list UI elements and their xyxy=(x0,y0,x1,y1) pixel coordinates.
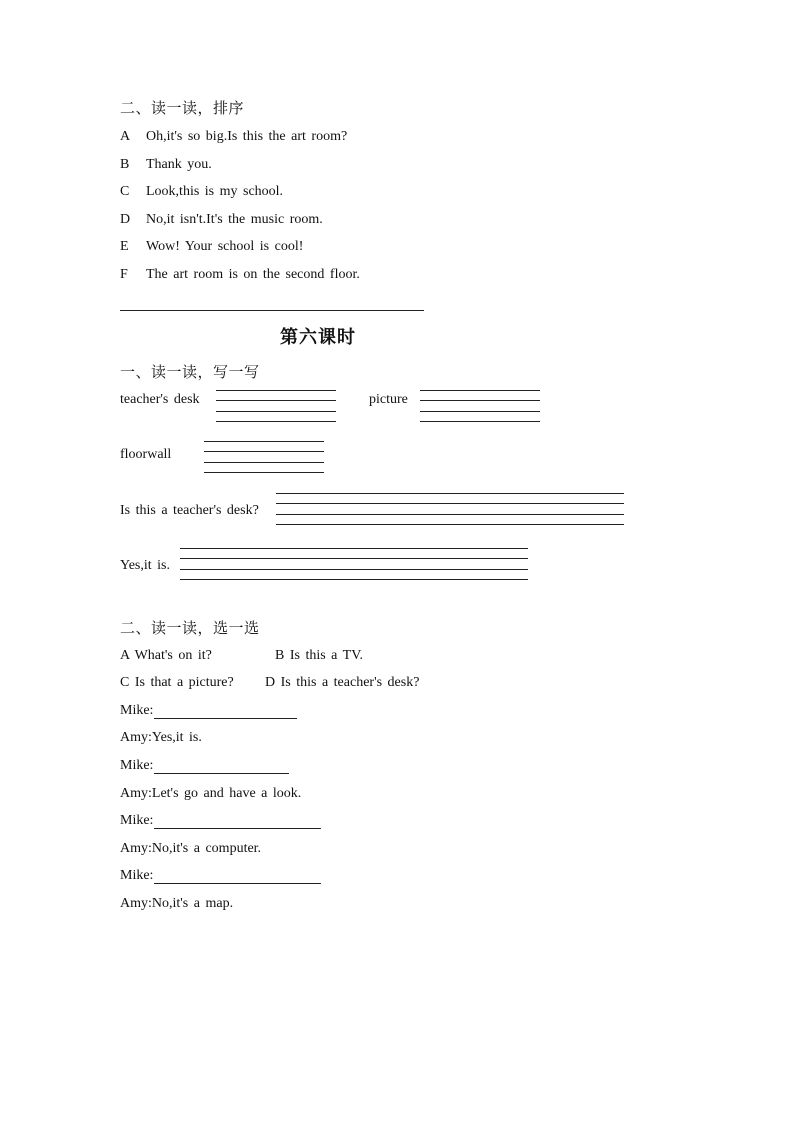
sort-option-letter: A xyxy=(120,129,131,144)
sort-option-letter: B xyxy=(120,157,130,172)
section-sort-heading: 二、读一读，排序 xyxy=(120,99,245,117)
section-choose-heading: 二、读一读，选一选 xyxy=(120,619,260,637)
sort-option-text: Wow! Your school is cool! xyxy=(146,239,304,254)
dialogue-line-5 xyxy=(120,813,321,829)
sort-option-letter: F xyxy=(120,267,128,282)
write-sentence-question: Is this a teacher's desk? xyxy=(120,503,259,518)
answer-blank[interactable] xyxy=(154,759,289,774)
choice-c: C Is that a picture? xyxy=(120,675,234,690)
choice-d: D Is this a teacher's desk? xyxy=(265,675,420,690)
write-lines-question[interactable] xyxy=(276,493,624,527)
write-lines-picture[interactable] xyxy=(420,390,540,424)
sort-option-text: Oh,it's so big.Is this the art room? xyxy=(146,129,348,144)
lesson-title: 第六课时 xyxy=(280,327,356,348)
sort-option-letter: C xyxy=(120,184,130,199)
speaker-label: Mike: xyxy=(120,813,154,828)
sort-option-letter: D xyxy=(120,212,131,227)
answer-blank[interactable] xyxy=(154,869,321,884)
sort-option-a xyxy=(120,129,347,145)
write-sentence-answer: Yes,it is. xyxy=(120,558,170,573)
section-write-heading: 一、读一读，写一写 xyxy=(120,363,260,381)
dialogue-line-8 xyxy=(120,896,233,912)
dialogue-line-2 xyxy=(120,730,202,746)
dialogue-line-4 xyxy=(120,786,301,802)
speaker-label: Amy: xyxy=(120,730,152,745)
speaker-label: Amy: xyxy=(120,786,152,801)
dialogue-line-3 xyxy=(120,758,289,774)
speaker-label: Mike: xyxy=(120,868,154,883)
dialogue-line-7 xyxy=(120,868,321,884)
sort-option-text: Look,this is my school. xyxy=(146,184,284,199)
speaker-label: Mike: xyxy=(120,703,154,718)
dialogue-text: No,it's a computer. xyxy=(151,841,262,856)
dialogue-text: Yes,it is. xyxy=(151,730,202,745)
choice-a: A What's on it? xyxy=(120,648,212,663)
dialogue-line-6 xyxy=(120,841,261,857)
sort-option-letter: E xyxy=(120,239,129,254)
write-lines-floorwall[interactable] xyxy=(204,441,324,475)
sort-answer-line[interactable] xyxy=(120,310,424,311)
sort-option-text: No,it isn't.It's the music room. xyxy=(146,212,323,227)
dialogue-text: No,it's a map. xyxy=(151,896,234,911)
speaker-label: Amy: xyxy=(120,841,152,856)
sort-option-text: Thank you. xyxy=(146,157,212,172)
write-lines-teachers-desk[interactable] xyxy=(216,390,336,424)
sort-option-d xyxy=(120,212,323,228)
speaker-label: Mike: xyxy=(120,758,154,773)
choice-b: B Is this a TV. xyxy=(275,648,363,663)
write-word-teachers-desk: teacher's desk xyxy=(120,392,200,407)
dialogue-text: Let's go and have a look. xyxy=(151,786,302,801)
answer-blank[interactable] xyxy=(154,814,321,829)
sort-option-text: The art room is on the second floor. xyxy=(146,267,360,282)
sort-option-e xyxy=(120,239,303,255)
write-lines-answer[interactable] xyxy=(180,548,528,582)
answer-blank[interactable] xyxy=(154,704,297,719)
speaker-label: Amy: xyxy=(120,896,152,911)
sort-option-f xyxy=(120,267,360,283)
write-word-floorwall: floorwall xyxy=(120,447,172,462)
write-word-picture: picture xyxy=(369,392,408,407)
sort-option-b xyxy=(120,157,212,173)
sort-option-c xyxy=(120,184,283,200)
dialogue-line-1 xyxy=(120,703,297,719)
